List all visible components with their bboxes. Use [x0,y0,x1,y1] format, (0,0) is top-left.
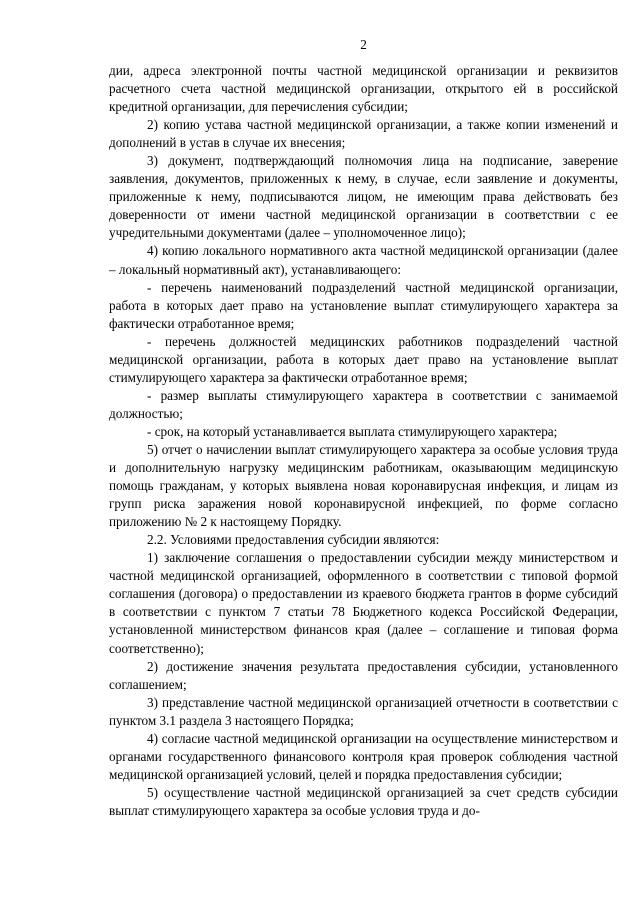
paragraph: 4) копию локального нормативного акта частной медицинской организации (далее – локальный нормативный акт), устанавливающего: [109,243,618,277]
paragraph: 3) документ, подтверждающий полномочия лица на подписание, заверение заявления, документов, приложенных к нему, в случае, если заявление и документы, приложенные к нему, подписываются лицом, не имеющим права действовать без доверенности от имени частной медицинской организации в соответствии с ее учредительными документами (далее – уполномоченное лицо); [109,153,618,241]
paragraph: 4) согласие частной медицинской организации на осуществление министерством и органами государственного финансового контроля края проверок соблюдения частной медицинской организацией условий, целей и порядка предоставления субсидии; [109,730,618,782]
paragraph: - перечень наименований подразделений частной медицинской организации, работа в которых дает право на установление выплат стимулирующего характера за фактически отработанное время; [109,279,618,331]
paragraph: 5) осуществление частной медицинской организацией за счет средств субсидии выплат стимулирующего характера за особые условия труда и до- [109,784,618,818]
paragraph: дии, адреса электронной почты частной медицинской организации и реквизитов расчетного счета частной медицинской организации, открытого ей в российской кредитной организации, для перечисления субсидии; [109,63,618,115]
paragraph: 2.2. Условиями предоставления субсидии являются: [147,532,440,548]
paragraph: - срок, на который устанавливается выплата стимулирующего характера; [147,423,558,439]
paragraph: 3) представление частной медицинской организацией отчетности в соответствии с пунктом 3.1 раздела 3 настоящего Порядка; [109,694,618,728]
paragraph: 1) заключение соглашения о предоставлении субсидии между министерством и частной медицинской организацией, оформленного в соответствии с типовой формой соглашения (договора) о предоставлении из краевого бюджета грантов в форме субсидий в соответствии с пунктом 7 статьи 78 Бюджетного кодекса Российской Федерации, установленной министерством финансов края (далее – соглашение и типовая форма соответственно); [109,550,618,656]
paragraph: - перечень должностей медицинских работников подразделений частной медицинской организации, работа в которых дает право на установление выплат стимулирующего характера за фактически отработанное время; [109,333,618,385]
paragraph: - размер выплаты стимулирующего характера в соответствии с занимаемой должностью; [109,387,618,421]
paragraph: 2) копию устава частной медицинской организации, а также копии изменений и дополнений в устав в случае их внесения; [109,117,618,151]
paragraph: 2) достижение значения результата предоставления субсидии, установленного соглашением; [109,658,618,692]
document-body [109,62,618,820]
paragraph: 5) отчет о начислении выплат стимулирующего характера за особые условия труда и дополнительную нагрузку медицинским работникам, оказывающим медицинскую помощь гражданам, у которых выявлена новая коронавирусная инфекция, и лицам из групп риска заражения новой коронавирусной инфекцией, по форме согласно приложению № 2 к настоящему Порядку. [109,441,618,530]
page-number: 2 [360,37,367,52]
